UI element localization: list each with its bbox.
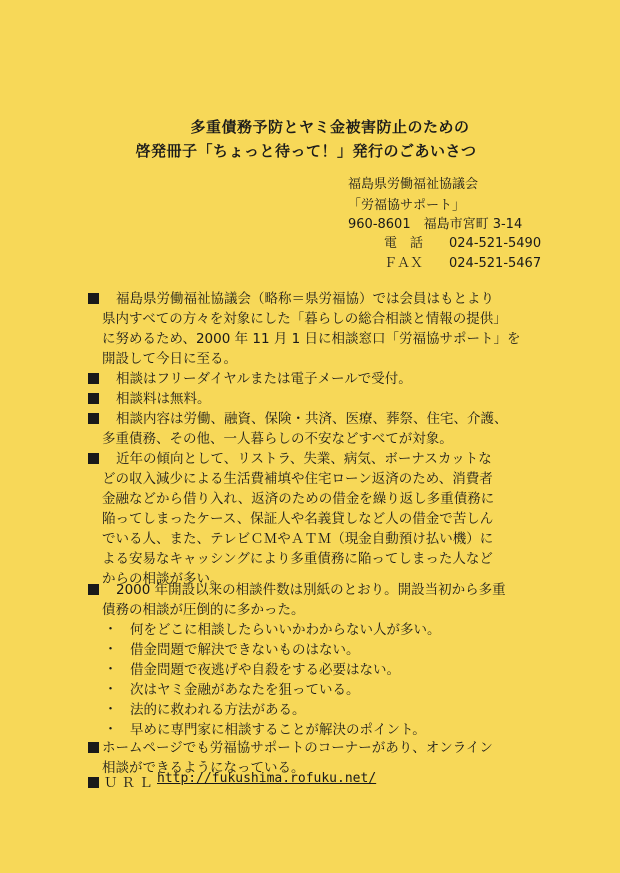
item-5-line-3: 金融などから借り入れ、返済のための借金を繰り返し多重債務に (102, 491, 495, 507)
square-bullet-icon (88, 413, 99, 424)
sub-bullet-6: 早めに専門家に相談することが解決のポイント。 (130, 722, 426, 738)
square-bullet-icon (88, 584, 99, 595)
sub-bullet-4: 次はヤミ金融があなたを狙っている。 (130, 682, 360, 698)
item-6-line-2: 債務の相談が圧倒的に多かった。 (102, 602, 305, 618)
sub-bullet-3: 借金問題で夜逃げや自殺をする必要はない。 (130, 662, 400, 678)
item-4-line-2: 多重債務、その他、一人暮らしの不安などすべてが対象。 (102, 431, 453, 447)
sub-bullet-2: 借金問題で解決できないものはない。 (130, 642, 360, 658)
item-5-line-4: 陥ってしまったケース、保証人や名義貸しなど人の借金で苦しん (102, 511, 494, 527)
dot-bullet-icon: ・ (104, 702, 118, 717)
square-bullet-icon (88, 373, 99, 384)
url-label: ＵＲＬ (104, 775, 157, 791)
homepage-line-2: 相談ができるようになっている。 (102, 760, 305, 776)
square-bullet-icon (88, 393, 99, 404)
org-fax: ＦＡＸ 024-521-5467 (384, 256, 542, 271)
dot-bullet-icon: ・ (104, 682, 118, 697)
square-bullet-icon (88, 742, 99, 753)
org-phone: 電 話 024-521-5490 (384, 236, 542, 251)
sub-bullet-1: 何をどこに相談したらいいかわからない人が多い。 (130, 622, 441, 638)
item-1-line-4: 開設して今日に至る。 (102, 351, 237, 367)
dot-bullet-icon: ・ (104, 662, 118, 677)
homepage-line-1: ホームページでも労福協サポートのコーナーがあり、オンライン (102, 740, 493, 756)
url-link[interactable]: http://fukushima.rofuku.net/ (157, 771, 377, 786)
org-name: 福島県労働福祉協議会 (348, 177, 479, 192)
square-bullet-icon (88, 453, 99, 464)
square-bullet-icon (88, 293, 99, 304)
org-service: 「労福協サポート」 (348, 198, 466, 213)
title-line-2: 啓発冊子「ちょっと待って！」発行のごあいさつ (135, 142, 477, 160)
item-2-line-1: 相談はフリーダイヤルまたは電子メールで受付。 (116, 371, 412, 387)
item-1-line-1: 福島県労働福祉協議会（略称＝県労福協）では会員はもとより (116, 291, 494, 307)
dot-bullet-icon: ・ (104, 722, 118, 737)
square-bullet-icon (88, 777, 99, 788)
item-1-line-3: に努めるため、2000 年 11 月 1 日に相談窓口「労福協サポート」を (102, 331, 521, 347)
item-6-line-1: 2000 年開設以来の相談件数は別紙のとおり。開設当初から多重 (116, 582, 506, 598)
item-5-line-1: 近年の傾向として、リストラ、失業、病気、ボーナスカットな (116, 451, 492, 467)
sub-bullet-5: 法的に救われる方法がある。 (130, 702, 306, 718)
dot-bullet-icon: ・ (104, 642, 118, 657)
item-1-line-2: 県内すべての方々を対象にした「暮らしの総合相談と情報の提供」 (102, 311, 507, 327)
dot-bullet-icon: ・ (104, 622, 118, 637)
item-5-line-2: どの収入減少による生活費補填や住宅ローン返済のため、消費者 (102, 471, 493, 487)
org-address: 960-8601 福島市宮町 3-14 (348, 217, 523, 232)
item-3-line-1: 相談料は無料。 (116, 391, 211, 407)
item-5-line-7: からの相談が多い。 (102, 571, 224, 587)
title-line-1: 多重債務予防とヤミ金被害防止のための (190, 118, 470, 136)
item-4-line-1: 相談内容は労働、融資、保険・共済、医療、葬祭、住宅、介護、 (116, 411, 508, 427)
item-5-line-5: でいる人、また、テレビＣＭやＡＴＭ（現金自動預け払い機）に (102, 531, 494, 547)
item-5-line-6: よる安易なキャッシングにより多重債務に陥ってしまった人など (102, 551, 493, 567)
